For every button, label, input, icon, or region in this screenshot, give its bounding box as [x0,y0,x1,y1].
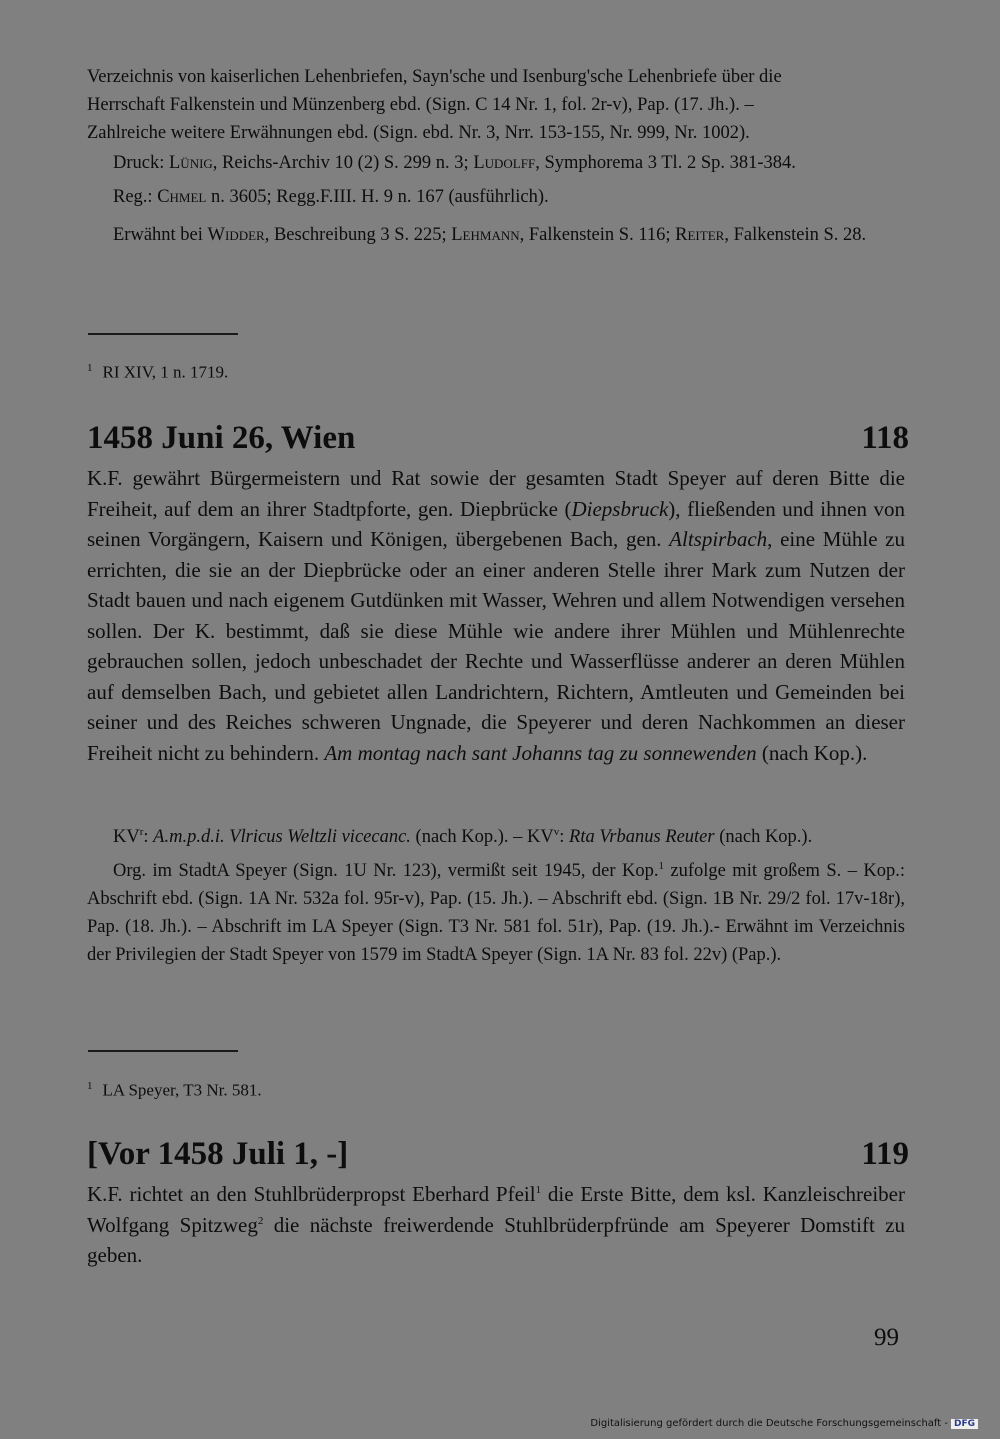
footnote-rule [88,333,238,335]
dfg-footer: Digitalisierung gefördert durch die Deutsche Forschungsgemeinschaft - DFG [590,1418,978,1429]
entry-date-place: 1458 Juni 26, Wien [87,420,356,456]
footnote-rule [88,1050,238,1052]
entry-apparatus [87,823,905,969]
entry-heading [87,418,909,458]
regest-text: K.F. richtet an den Stuhlbrüderpropst Eberhard Pfeil$^1$ die Erste Bitte, dem ksl. Kanzleischreiber Wolfgang Spitzweg$^2$ die nächste freiwerdende Stuhlbrüderpfründe am Speyerer Domstift zu geben. [87,1182,905,1267]
entry-number: 119 [861,1136,909,1172]
footnote: $^1$ LA Speyer, T3 Nr. 581. [87,1080,262,1100]
page-number: 99 [874,1324,899,1351]
continuation-block [87,63,905,249]
entry-regest [87,1179,905,1271]
entry-number: 118 [861,420,909,456]
druck-note: Druck: Lünig, Reichs-Archiv 10 (2) S. 299 n. 3; Ludolff, Symphorema 3 Tl. 2 Sp. 381-384. [113,153,796,173]
entry-regest [87,463,905,768]
kanzleivermerk: $KV^r$: A.m.p.d.i. Vlricus Weltzli vicecanc. (nach Kop.). – $KV^v$: Rta Vrbanus Reuter (nach Kop.). [113,825,813,847]
regest-text: K.F. gewährt Bürgermeistern und Rat sowie der gesamten Stadt Speyer auf deren Bitte die Freiheit, auf dem an ihrer Stadtpforte, gen. Diepbrücke (Diepsbruck), fließenden und ihnen von seinen Vorgängern, Kaisern und Königen, übergebenen Bach, gen. Altspirbach, eine Mühle zu errichten, die sie an der Diepbrücke oder an einer anderen Stelle ihrer Mark zum Nutzen der Stadt bauen und nach eigenem Gutdünken mit Wasser, Wehren und allem Notwendigen versehen sollen. Der K. bestimmt, daß sie diese Mühle wie andere ihrer Mühlen und Mühlenrechte gebrauchen sollen, jedoch unbeschadet der Rechte und Wasserflüsse anderer an deren Mühlen auf demselben Bach, und gebietet allen Landrichtern, Richtern, Amtleuten und Gemeinden bei seiner und des Reiches schweren Ungnade, die Speyerer und deren Nachkommen an dieser Freiheit nicht zu behindern. Am montag nach sant Johanns tag zu sonnewenden (nach Kop.). [87,466,905,765]
ueberlieferung: Org. im StadtA Speyer (Sign. 1U Nr. 123), vermißt seit 1945, der Kop.$^1$ zufolge mit großem S. – Kop.: Abschrift ebd. (Sign. 1A Nr. 532a fol. 95r-v), Pap. (15. Jh.). – Abschrift ebd. (Sign. 1B Nr. 29/2 fol. 17v-18r), Pap. (18. Jh.). – Abschrift im LA Speyer (Sign. T3 Nr. 581 fol. 51r), Pap. (19. Jh.).- Erwähnt im Verzeichnis der Privilegien der Stadt Speyer von 1579 im StadtA Speyer (Sign. 1A Nr. 83 fol. 22v) (Pap.). [87,859,906,965]
reg-note: Reg.: Chmel n. 3605; Regg.F.III. H. 9 n. 167 (ausführlich). [113,187,549,207]
footnote: $^1$ RI XIV, 1 n. 1719. [87,362,229,382]
entry-heading [87,1134,909,1174]
dfg-logo-icon: DFG [951,1419,978,1429]
archive-note: Verzeichnis von kaiserlichen Lehenbriefen, Sayn'sche und Isenburg'sche Lehenbriefe über die Herrschaft Falkenstein und Münzenberg ebd. (Sign. C 14 Nr. 1, fol. 2r-v), Pap. (17. Jh.). – Zahlreiche weitere Erwähnungen ebd. (Sign. ebd. Nr. 3, Nrr. 153-155, Nr. 999, Nr. 1002). [87,67,782,143]
entry-date-place: [Vor 1458 Juli 1, -] [87,1136,349,1172]
erwaehnt-note: Erwähnt bei Widder, Beschreibung 3 S. 225; Lehmann, Falkenstein S. 116; Reiter, Falkenstein S. 28. [113,225,867,245]
